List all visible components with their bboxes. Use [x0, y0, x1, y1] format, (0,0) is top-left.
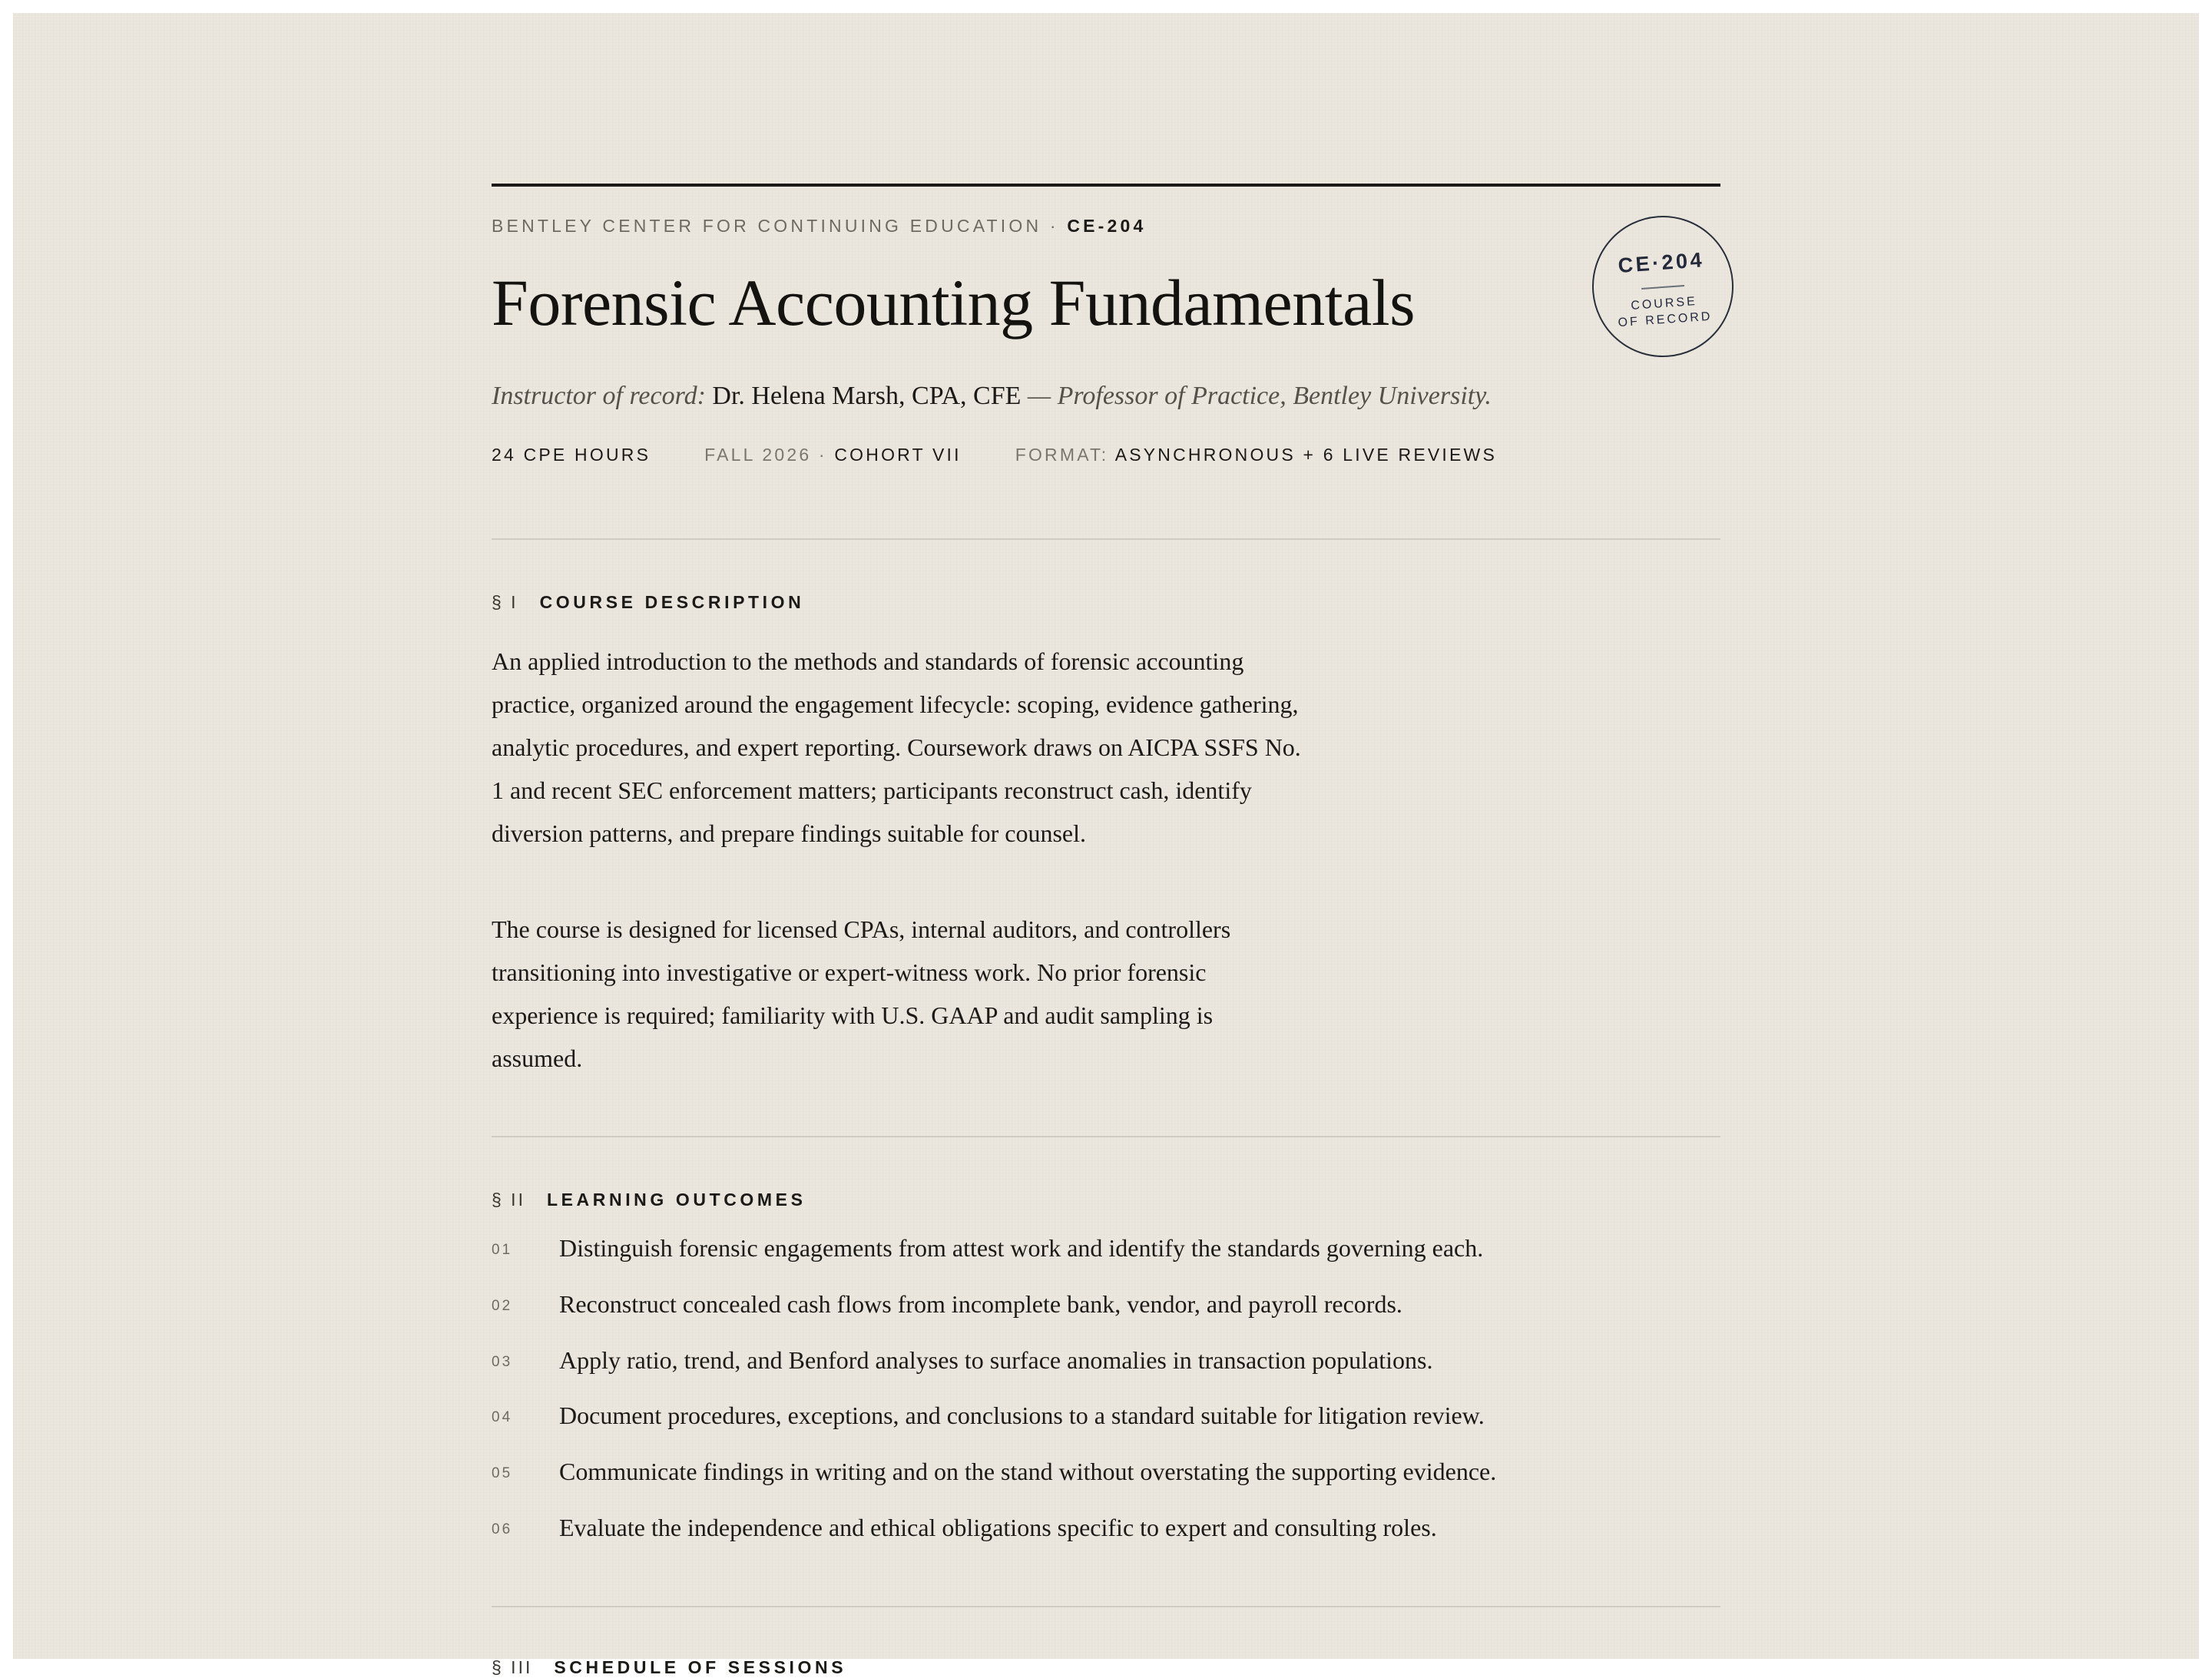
outcome-text: Evaluate the independence and ethical obligations specific to expert and consulting roles.	[559, 1513, 1437, 1541]
outcome-item	[492, 1458, 1720, 1514]
section-title: COURSE DESCRIPTION	[539, 592, 805, 612]
outcome-text: Distinguish forensic engagements from attest work and identify the standards governing each.	[559, 1234, 1484, 1262]
outcome-number: 03	[492, 1353, 513, 1370]
description-paragraph-2: The course is designed for licensed CPAs, internal auditors, and controllers transitioning into investigative or expert-witness work. No prior forensic experience is required; familiarity with U.S. GAAP and audit sampling is assumed.	[492, 915, 1231, 1072]
description-paragraph-1: An applied introduction to the methods and standards of forensic accounting practice, organized around the engagement lifecycle: scoping, evidence gathering, analytic procedures, and expert reporting. Coursework draws on AICPA SSFS No. 1 and recent SEC enforcement matters; participants reconstruct cash, identify diversion patterns, and prepare findings suitable for counsel.	[492, 647, 1301, 847]
seal-label	[1594, 291, 1734, 333]
course-code: CE-204	[1067, 216, 1147, 236]
outcome-text: Reconstruct concealed cash flows from incomplete bank, vendor, and payroll records.	[559, 1289, 1402, 1318]
seal-label-line1: COURSE	[1630, 294, 1698, 313]
instructor-line	[492, 382, 1492, 411]
outcome-text: Apply ratio, trend, and Benford analyses to surface anomalies in transaction populations.	[559, 1345, 1433, 1374]
section-number: § I	[492, 592, 518, 612]
outcome-text: Communicate findings in writing and on the stand without overstating the supporting evidence.	[559, 1458, 1497, 1486]
instructor-name: Dr. Helena Marsh, CPA, CFE	[712, 382, 1022, 410]
divider	[492, 1606, 1720, 1607]
course-page	[13, 13, 2199, 1677]
format-value: ASYNCHRONOUS + 6 LIVE REVIEWS	[1114, 445, 1498, 465]
seal-rule	[1641, 285, 1684, 290]
divider	[492, 1136, 1720, 1137]
section-number: § II	[492, 1190, 525, 1210]
outcomes-list	[492, 1234, 1720, 1570]
cohort: COHORT VII	[834, 445, 962, 465]
course-title: Forensic Accounting Fundamentals	[492, 266, 1416, 339]
outcome-item	[492, 1346, 1720, 1402]
outcome-number: 04	[492, 1409, 513, 1426]
cpe-hours: 24 CPE HOURS	[492, 445, 651, 465]
course-meta	[492, 445, 1497, 465]
outcome-number: 06	[492, 1521, 513, 1537]
format-label: FORMAT:	[1015, 445, 1109, 465]
course-seal	[1588, 211, 1738, 362]
section-number: § III	[492, 1657, 533, 1677]
outcome-item	[492, 1234, 1720, 1290]
outcome-number: 05	[492, 1465, 513, 1482]
institution-eyebrow	[492, 216, 1147, 237]
eyebrow-separator: ·	[1041, 216, 1068, 236]
top-rule	[492, 184, 1720, 187]
seal-code: CE·204	[1617, 248, 1706, 277]
term: FALL 2026 ·	[704, 445, 827, 465]
seal-label-line2: OF RECORD	[1618, 309, 1713, 330]
section-heading-schedule	[492, 1657, 846, 1678]
outcome-number: 01	[492, 1242, 513, 1258]
outcome-item	[492, 1514, 1720, 1570]
outcome-item	[492, 1290, 1720, 1346]
section-heading-outcomes	[492, 1190, 806, 1210]
outcome-item	[492, 1402, 1720, 1458]
section-heading-description	[492, 592, 804, 613]
section-title: SCHEDULE OF SESSIONS	[554, 1657, 847, 1677]
instructor-prefix: Instructor of record:	[492, 382, 706, 410]
outcome-number: 02	[492, 1297, 513, 1314]
institution-name: BENTLEY CENTER FOR CONTINUING EDUCATION	[492, 216, 1042, 236]
instructor-title: — Professor of Practice, Bentley University.	[1027, 382, 1492, 410]
section-title: LEARNING OUTCOMES	[546, 1190, 806, 1210]
divider	[492, 538, 1720, 540]
outcome-text: Document procedures, exceptions, and conclusions to a standard suitable for litigation review.	[559, 1402, 1485, 1430]
